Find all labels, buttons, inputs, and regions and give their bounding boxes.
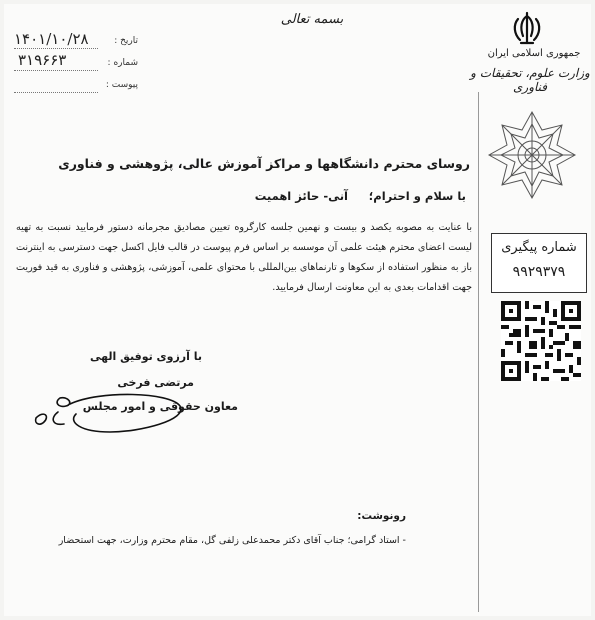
attachment-dots	[14, 92, 98, 93]
closing: با آرزوی توفیق الهی	[89, 350, 202, 363]
letter-body: با عنایت به مصوبه یکصد و بیست و نهمین جلسه کارگروه تعیین مصادیق مجرمانه دستور فرمایید نسبت به تهیه لیست اعضای محترم هیئت علمی آن موسسه بر اساس فرم پیوست در قالب فایل اکسل جهت دسترسی به اینترنت باز به منظور استفاده از سکوها و تارنماهای بین‌المللی با محتوای علمی، آموزشی، پژوهشی و فناوری به قید فوریت جهت اقدامات بعدی به این معاونت ارسال فرمایید.	[16, 222, 472, 293]
priority-note: آنی- حائز اهمیت	[254, 189, 348, 203]
letter-page	[4, 4, 591, 616]
basmala: بسمه تعالی	[280, 12, 344, 27]
letter-greeting: با سلام و احترام؛	[368, 189, 466, 203]
number-value: ۳۱۹۶۶۳	[18, 51, 67, 69]
signer-name: مرتضی فرخی	[117, 376, 194, 389]
ornament-icon	[487, 110, 577, 200]
org-line-1: جمهوری اسلامی ایران	[487, 48, 581, 59]
date-value: ۱۴۰۱/۱۰/۲۸	[14, 30, 89, 48]
org-line-2: وزارت علوم، تحقیقات و فناوری	[470, 66, 590, 94]
iran-emblem-icon	[507, 10, 547, 48]
tracking-box	[491, 233, 587, 293]
attachment-label: پیوست :	[105, 80, 138, 90]
cc-title: رونوشت:	[357, 510, 406, 522]
tracking-label: شماره پیگیری	[501, 240, 577, 255]
letter-subject: روسای محترم دانشگاهها و مراکز آموزش عالی، پژوهشی و فناوری	[58, 156, 470, 171]
date-label: تاریخ :	[114, 36, 138, 46]
cc-line: - استاد گرامی؛ جناب آقای دکتر محمدعلی زلفی گل، مقام محترم وزارت، جهت استحضار	[58, 535, 406, 546]
signer-title: معاون حقوقی و امور مجلس	[82, 400, 238, 413]
number-dots	[14, 70, 98, 71]
signature-scribble-icon	[30, 388, 200, 440]
date-dots	[14, 48, 98, 49]
margin-divider	[478, 92, 479, 612]
number-label: شماره :	[107, 58, 138, 68]
tracking-number: ۹۹۲۹۳۷۹	[512, 264, 566, 280]
qr-code-icon	[501, 301, 581, 381]
